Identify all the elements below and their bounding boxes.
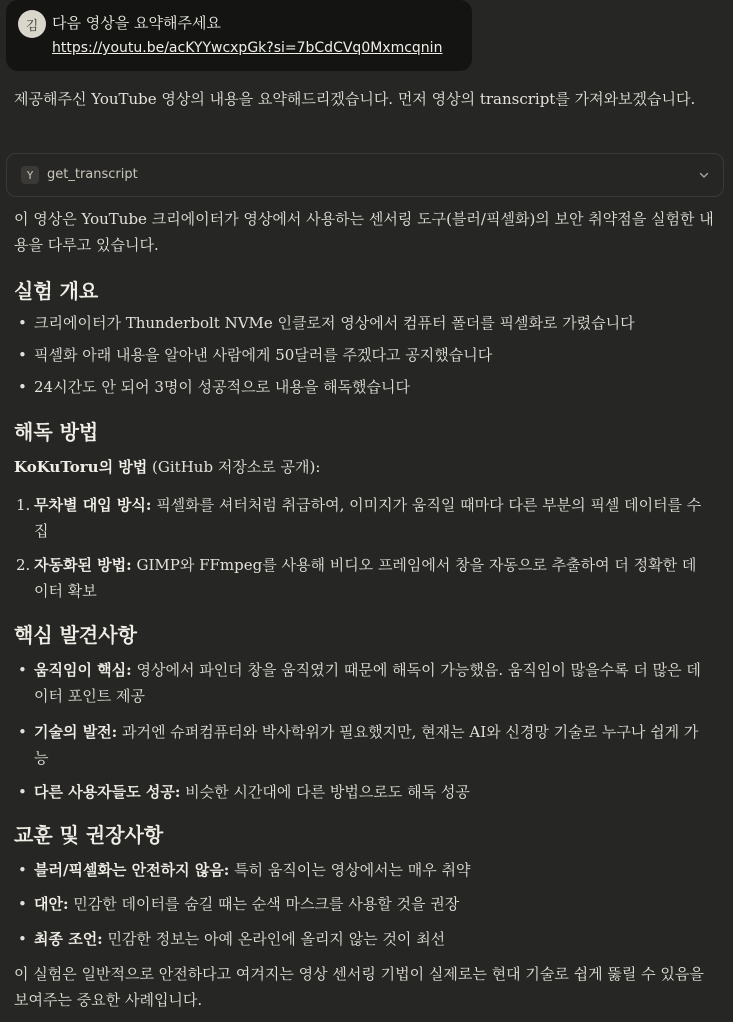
- item-text: 과거엔 슈퍼컴퓨터와 박사학위가 필요했지만, 현재는 AI와 신경망 기술로 누구나 쉽게 가능: [34, 723, 699, 767]
- conclusion-text: 이 실험은 일반적으로 안전하다고 여겨지는 영상 센서링 기법이 실제로는 현대 기술로 쉽게 뚫릴 수 있음을 보여주는 중요한 사례입니다.: [14, 965, 704, 1009]
- item-text: 영상에서 파인더 창을 움직였기 때문에 해독이 가능했음. 움직임이 많을수록 더 많은 데이터 포인트 제공: [34, 661, 701, 705]
- tool-call-card[interactable]: [6, 153, 724, 197]
- tool-icon: Y: [21, 166, 39, 184]
- item-number: 1.: [16, 496, 31, 514]
- item-bold: 무차별 대입 방식:: [34, 496, 152, 514]
- item-bold: 대안:: [34, 895, 69, 913]
- item-bold: 최종 조언:: [34, 930, 103, 948]
- list-item-text: 크리에이터가 Thunderbolt NVMe 인클로저 영상에서 컴퓨터 폴더를 픽셀화로 가렸습니다: [34, 314, 635, 332]
- item-bold: 다른 사용자들도 성공:: [34, 783, 181, 801]
- item-text: 민감한 데이터를 숨길 때는 순색 마스크를 사용할 것을 권장: [68, 895, 460, 913]
- assistant-intro: 제공해주신 YouTube 영상의 내용을 요약해드리겠습니다. 먼저 영상의 transcript를 가져와보겠습니다.: [14, 90, 696, 108]
- overview-text: 이 영상은 YouTube 크리에이터가 영상에서 사용하는 센서링 도구(블러/픽셀화)의 보안 취약점을 실험한 내용을 다루고 있습니다.: [14, 210, 714, 254]
- item-text: 민감한 정보는 아예 온라인에 올리지 않는 것이 최선: [102, 930, 446, 948]
- item-text: 픽셀화를 셔터처럼 취급하여, 이미지가 움직일 때마다 다른 부분의 픽셀 데이터를 수집: [34, 496, 702, 540]
- item-bold: 움직임이 핵심:: [34, 661, 132, 679]
- section-title-method: 해독 방법: [14, 420, 99, 444]
- method-subtitle-bold: KoKuToru의 방법: [14, 458, 148, 476]
- section-title-experiment: 실험 개요: [14, 279, 99, 303]
- method-subtitle-rest: (GitHub 저장소로 공개):: [147, 458, 321, 476]
- section-title-lessons: 교훈 및 권장사항: [14, 823, 164, 847]
- item-text: GIMP와 FFmpeg를 사용해 비디오 프레임에서 창을 자동으로 추출하여 더 정확한 데이터 확보: [34, 556, 697, 600]
- tool-name: get_transcript: [47, 167, 138, 182]
- list-item-text: 픽셀화 아래 내용을 알아낸 사람에게 50달러를 주겠다고 공지했습니다: [34, 346, 493, 364]
- user-message-text: 다음 영상을 요약해주세요: [52, 14, 221, 32]
- user-avatar: 김: [18, 10, 46, 38]
- list-item-text: 24시간도 안 되어 3명이 성공적으로 내용을 해독했습니다: [34, 378, 411, 396]
- item-text: 특히 움직이는 영상에서는 매우 취약: [229, 861, 471, 879]
- item-number: 2.: [16, 556, 31, 574]
- chevron-down-icon[interactable]: [697, 168, 711, 182]
- item-bold: 블러/픽셀화는 안전하지 않음:: [34, 861, 230, 879]
- method-subtitle: [14, 454, 320, 480]
- item-bold: 자동화된 방법:: [34, 556, 132, 574]
- user-message: [6, 0, 472, 71]
- youtube-link[interactable]: https://youtu.be/acKYYwcxpGk?si=7bCdCVq0Mxmcqnin: [52, 40, 443, 56]
- item-bold: 기술의 발전:: [34, 723, 118, 741]
- section-title-findings: 핵심 발견사항: [14, 623, 137, 647]
- item-text: 비슷한 시간대에 다른 방법으로도 해독 성공: [180, 783, 470, 801]
